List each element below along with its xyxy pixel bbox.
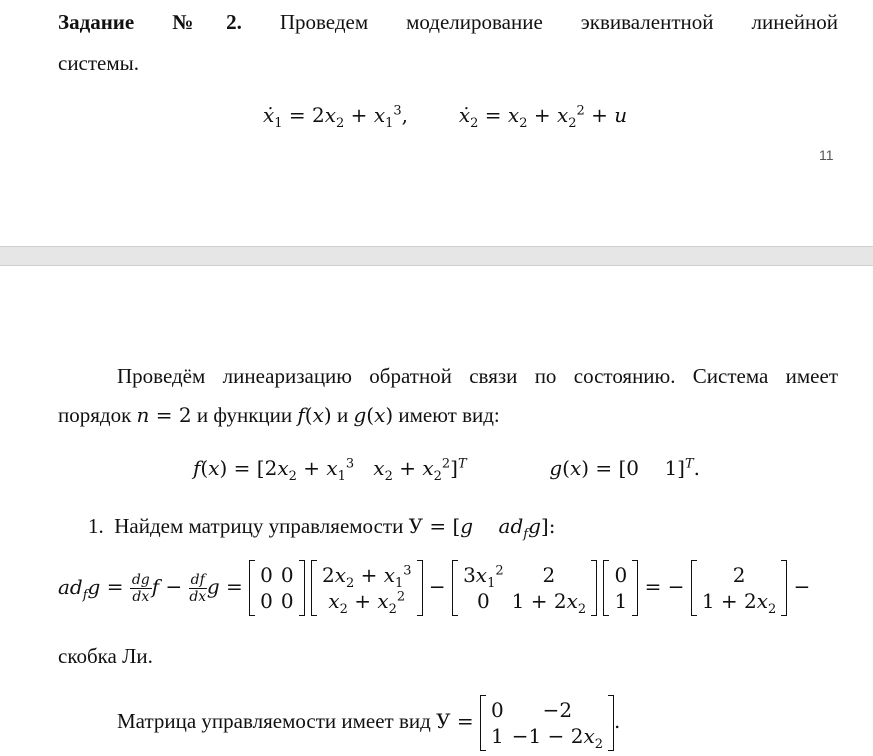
list-item-text: Найдем матрицу управляемости xyxy=(114,514,404,538)
system-equations: ẋ$_1$ = $2x_2 + x_1^3$, ẋ$_2$ = $x_2 + x_2^2 + u$ xyxy=(263,103,628,131)
controllability-matrix-text: Матрица управляемости имеет вид xyxy=(117,709,431,733)
vector-fields-formula: $f(x) = [2x_2 + x_1^3$ $x_2 + x_2^2]^T$ g(x) = [0 1]$^T$. xyxy=(193,456,701,484)
formula-g: g(x) xyxy=(353,403,394,427)
text-and: и xyxy=(336,403,349,427)
paragraph-linearization-continued xyxy=(58,402,500,428)
document-page-2 xyxy=(0,266,873,756)
controllability-matrix-line xyxy=(117,696,621,752)
paragraph-linearization: Проведём линеаризацию обратной связи по состоянию. Система имеет xyxy=(117,364,838,388)
lie-bracket-formula: $ad_fg$ = $\frac{dg}{dx}$ f − $\frac{df}{dx}$ g = 0 0 0 0 $2x_2 + x_1^3$ $x_2 + x_2^2$ − $3x_1^2$ 2 0 $1 + 2x_2$ 0 1 = − 2 $1 + 2x_2$ − xyxy=(58,563,811,617)
task-heading-line xyxy=(58,9,838,35)
list-item-1 xyxy=(88,513,556,542)
page-separator xyxy=(0,246,873,266)
document-page-1 xyxy=(0,0,873,246)
lie-bracket-caption: скобка Ли. xyxy=(58,644,153,668)
formula-f: f(x) xyxy=(297,403,332,427)
controllability-matrix-def: У = [g $ad_fg$]: xyxy=(408,514,556,542)
controllability-matrix-formula: У = 0 −2 1 $-1 - 2x_2$ . xyxy=(436,697,621,752)
text-functions: и функции xyxy=(196,403,293,427)
task-description: Проведем моделирование эквивалентной линейной xyxy=(279,10,838,34)
page-number: 11 xyxy=(819,147,834,163)
task-label: Задание №2. xyxy=(58,10,242,34)
task-description-continued: системы. xyxy=(58,51,140,75)
text-order: порядок xyxy=(58,403,132,427)
list-item-number: 1. xyxy=(88,514,104,538)
text-have-form: имеют вид: xyxy=(398,403,500,427)
formula-n: n = 2 xyxy=(136,403,192,427)
